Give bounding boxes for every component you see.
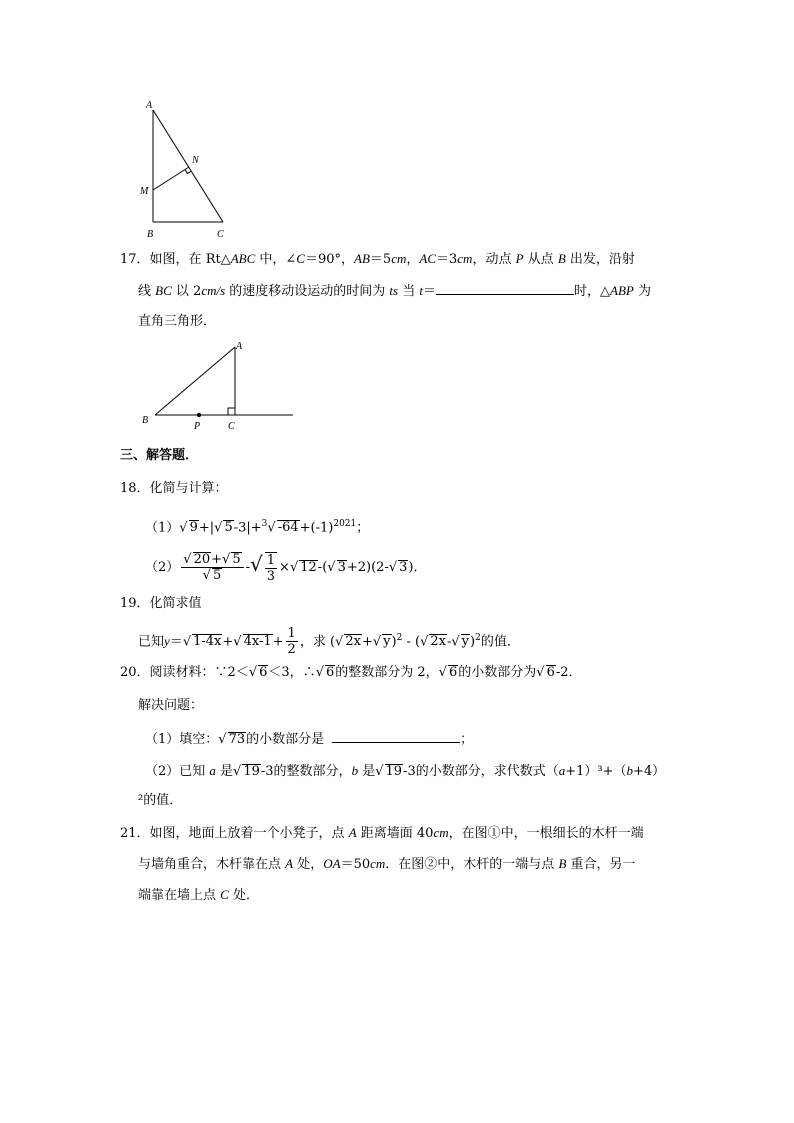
q21-line2: 与墙角重合，木杆靠在点 A 处，OA＝50cm．在图②中，木杆的一端与点 B 重合，另一: [138, 856, 636, 872]
q18-part1: （1）√ 9+|√ 5-3|+$^3$√ $-64+(-1)^{2021}$；: [145, 519, 370, 536]
q21-line3: 端靠在墙上点 C 处．: [138, 887, 259, 903]
label-a: A: [146, 100, 153, 111]
q17-number: 17．: [120, 252, 150, 267]
q20-part1: （1）填空：√ 73的小数部分是 ；: [145, 732, 474, 747]
q19-title: 19．化简求值: [120, 596, 202, 611]
q17-line1: 17．如图，在 Rt△ABC 中，∠C＝90°，AB＝5cm，AC＝3cm，动点 P 从点 B 出发，沿射: [120, 251, 635, 267]
q21-line1: 21．如图，地面上放着一个小凳子，点 A 距离墙面 40cm，在图①中，一根细长的木杆一端: [120, 825, 644, 841]
q20-line1: 20．阅读材料：∵2＜√ 6＜3，∴√ 6的整数部分为 2，√ 6的小数部分为√ 6-2．: [120, 665, 582, 680]
q20-answer-blank[interactable]: [332, 730, 460, 743]
label-p-fig17: P: [194, 421, 201, 432]
q18-part2: （2） $\frac{√ 20+√ 5}{√ 5}$ -√ $\frac{1}{3}$ ×√ 12-(√ 3+2)(2-√ 3)．: [145, 552, 427, 584]
q17-answer-blank[interactable]: [436, 282, 574, 295]
label-c-fig17: C: [228, 421, 235, 432]
point-p: [197, 413, 201, 417]
side-ac: [153, 110, 223, 222]
q20-part2-cont: ²的值．: [138, 793, 183, 808]
q20-solve-heading: 解决问题：: [138, 698, 204, 713]
side-ab-fig17: [155, 347, 235, 415]
right-angle-mark-c: [228, 408, 235, 415]
label-m: M: [140, 186, 149, 197]
label-b-fig17: B: [142, 415, 149, 426]
q17-line2: 线 BC 以 2cm/s 的速度移动设运动的时间为 ts 当 t＝ 时，△ABP 为: [138, 283, 651, 299]
label-a-fig17: A: [236, 341, 243, 352]
label-c: C: [217, 229, 224, 240]
label-n: N: [192, 155, 199, 166]
q18-title: 18．化简与计算：: [120, 481, 228, 496]
section-3-heading: 三、解答题．: [120, 448, 199, 463]
q17-line3: 直角三角形．: [138, 314, 217, 329]
figure-triangle-amn: [135, 95, 245, 240]
label-b: B: [147, 229, 154, 240]
segment-mn: [153, 167, 189, 190]
q19-body: 已知y＝√ 1-4x+√ 4x-1+ $\frac{1}{2}$ ，求 (√ 2x+√ y)$^2$ - (√ 2x-√ y)$^2$的值．: [138, 626, 520, 658]
q20-part2: （2）已知 a 是√ 19-3的整数部分，b 是√ 19-3的小数部分，求代数式（a+1）³+（b+4）: [145, 763, 666, 779]
figure-triangle-abp: [135, 335, 300, 435]
